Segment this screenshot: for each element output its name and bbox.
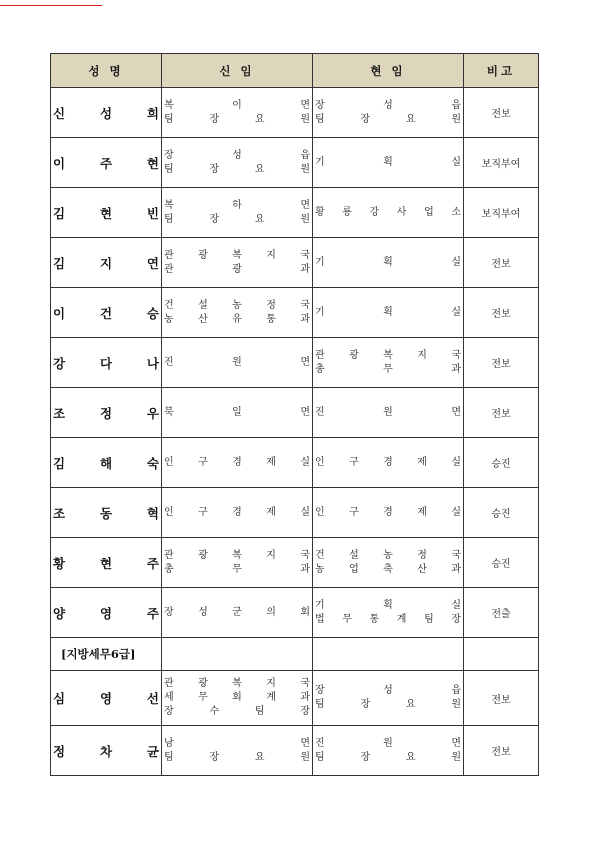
name-cell [51, 388, 162, 438]
post-line: 장 성 읍 [164, 149, 310, 161]
post-line: 장 성 군 의 회 [164, 606, 310, 618]
current-post-cell [313, 671, 464, 726]
person-name: 조 정 우 [53, 405, 159, 421]
post-line: 인 구 경 제 실 [164, 506, 310, 518]
remark-cell: 승진 [464, 538, 539, 588]
post-line: 남 면 [164, 737, 310, 749]
post-line: 장 성 읍 [315, 99, 461, 111]
person-name: 김 현 빈 [53, 205, 159, 221]
table-row [51, 288, 539, 338]
header-remarks: 비고 [464, 54, 539, 88]
person-name: 김 해 숙 [53, 455, 159, 471]
post-line: 건 설 농 정 국 [164, 299, 310, 311]
table-row [51, 338, 539, 388]
new-post-cell [162, 588, 313, 638]
person-name: 이 주 현 [53, 155, 159, 171]
name-cell [51, 438, 162, 488]
name-cell [51, 138, 162, 188]
post-line: 인 구 경 제 실 [315, 456, 461, 468]
new-post-cell [162, 188, 313, 238]
section-empty-cell [464, 638, 539, 671]
post-line: 농 산 유 통 과 [164, 313, 310, 325]
table-row [51, 588, 539, 638]
person-name: 조 동 혁 [53, 505, 159, 521]
remark-cell: 전보 [464, 238, 539, 288]
remark-cell: 전보 [464, 388, 539, 438]
current-post-cell [313, 338, 464, 388]
new-post-cell [162, 726, 313, 776]
table-row [51, 726, 539, 776]
new-post-cell [162, 671, 313, 726]
current-post-cell [313, 488, 464, 538]
post-line: 팀 장 요 원 [164, 751, 310, 763]
table-row [51, 438, 539, 488]
new-post-cell [162, 88, 313, 138]
remark-cell: 전보 [464, 671, 539, 726]
header-current-post: 현 임 [313, 54, 464, 88]
post-line: 진 원 면 [315, 406, 461, 418]
table-row [51, 538, 539, 588]
person-name: 신 성 희 [53, 105, 159, 121]
new-post-cell [162, 138, 313, 188]
post-line: 팀 장 요 원 [164, 213, 310, 225]
name-cell [51, 488, 162, 538]
remark-cell: 전보 [464, 88, 539, 138]
post-line: 팀 장 요 원 [315, 751, 461, 763]
table-header-row [51, 54, 539, 88]
remark-cell: 전보 [464, 288, 539, 338]
personnel-table [50, 53, 539, 776]
remark-cell: 승진 [464, 438, 539, 488]
post-line: 관 광 과 [164, 263, 310, 275]
remark-cell: 보직부여 [464, 138, 539, 188]
section-row [51, 638, 539, 671]
post-line: 진 원 면 [315, 737, 461, 749]
name-cell [51, 338, 162, 388]
post-line: 농 업 축 산 과 [315, 563, 461, 575]
remark-cell: 승진 [464, 488, 539, 538]
post-line: 황 룡 강 사 업 소 [315, 206, 461, 218]
post-line: 기 획 실 [315, 306, 461, 318]
remark-cell: 보직부여 [464, 188, 539, 238]
current-post-cell [313, 388, 464, 438]
current-post-cell [313, 138, 464, 188]
remark-cell: 전출 [464, 588, 539, 638]
post-line: 관 광 복 지 국 [164, 549, 310, 561]
person-name: 김 지 연 [53, 255, 159, 271]
current-post-cell [313, 538, 464, 588]
table-row [51, 671, 539, 726]
new-post-cell [162, 338, 313, 388]
current-post-cell [313, 588, 464, 638]
post-line: 관 광 복 지 국 [164, 678, 310, 689]
post-line: 기 획 실 [315, 256, 461, 268]
name-cell [51, 671, 162, 726]
table-body [51, 88, 539, 638]
post-line: 총 무 과 [315, 363, 461, 375]
post-line: 장 성 읍 [315, 685, 461, 696]
post-line: 인 구 경 제 실 [315, 506, 461, 518]
new-post-cell [162, 438, 313, 488]
current-post-cell [313, 88, 464, 138]
name-cell [51, 88, 162, 138]
section-empty-cell [313, 638, 464, 671]
table-row [51, 388, 539, 438]
post-line: 팀 장 요 원 [164, 163, 310, 175]
new-post-cell [162, 238, 313, 288]
post-line: 세 무 회 계 과 [164, 692, 310, 703]
post-line: 인 구 경 제 실 [164, 456, 310, 468]
remark-cell: 전보 [464, 338, 539, 388]
current-post-cell [313, 726, 464, 776]
table-row [51, 488, 539, 538]
top-rule [0, 5, 102, 6]
header-new-post: 신 임 [162, 54, 313, 88]
name-cell [51, 726, 162, 776]
post-line: 관 광 복 지 국 [164, 249, 310, 261]
person-name: 황 현 주 [53, 555, 159, 571]
remark-cell: 전보 [464, 726, 539, 776]
post-line: 팀 장 요 원 [315, 699, 461, 710]
person-name: 정 차 균 [53, 743, 159, 759]
name-cell [51, 188, 162, 238]
table-body-2 [51, 671, 539, 776]
current-post-cell [313, 288, 464, 338]
post-line: 기 획 실 [315, 599, 461, 611]
current-post-cell [313, 188, 464, 238]
section-body [51, 638, 539, 671]
person-name: 이 건 승 [53, 305, 159, 321]
post-line: 건 설 농 정 국 [315, 549, 461, 561]
name-cell [51, 288, 162, 338]
post-line: 진 원 면 [164, 356, 310, 368]
table-row [51, 188, 539, 238]
post-line: 북 일 면 [164, 406, 310, 418]
section-label: [지방세무6급] [51, 638, 162, 671]
person-name: 강 다 나 [53, 355, 159, 371]
person-name: 양 영 주 [53, 605, 159, 621]
current-post-cell [313, 438, 464, 488]
post-line: 팀 장 요 원 [315, 113, 461, 125]
post-line: 법 무 통 계 팀 장 [315, 613, 461, 625]
name-cell [51, 538, 162, 588]
post-line: 관 광 복 지 국 [315, 349, 461, 361]
post-line: 팀 장 요 원 [164, 113, 310, 125]
table-row [51, 138, 539, 188]
person-name: 심 영 선 [53, 691, 159, 706]
section-empty-cell [162, 638, 313, 671]
new-post-cell [162, 288, 313, 338]
table-row [51, 88, 539, 138]
post-line: 기 획 실 [315, 156, 461, 168]
post-line: 복 하 면 [164, 199, 310, 211]
post-line: 복 이 면 [164, 99, 310, 111]
name-cell [51, 238, 162, 288]
post-line: 총 무 과 [164, 563, 310, 575]
new-post-cell [162, 538, 313, 588]
new-post-cell [162, 488, 313, 538]
current-post-cell [313, 238, 464, 288]
name-cell [51, 588, 162, 638]
post-line: 장 수 팀 장 [164, 706, 310, 717]
header-name: 성 명 [51, 54, 162, 88]
table-row [51, 238, 539, 288]
new-post-cell [162, 388, 313, 438]
